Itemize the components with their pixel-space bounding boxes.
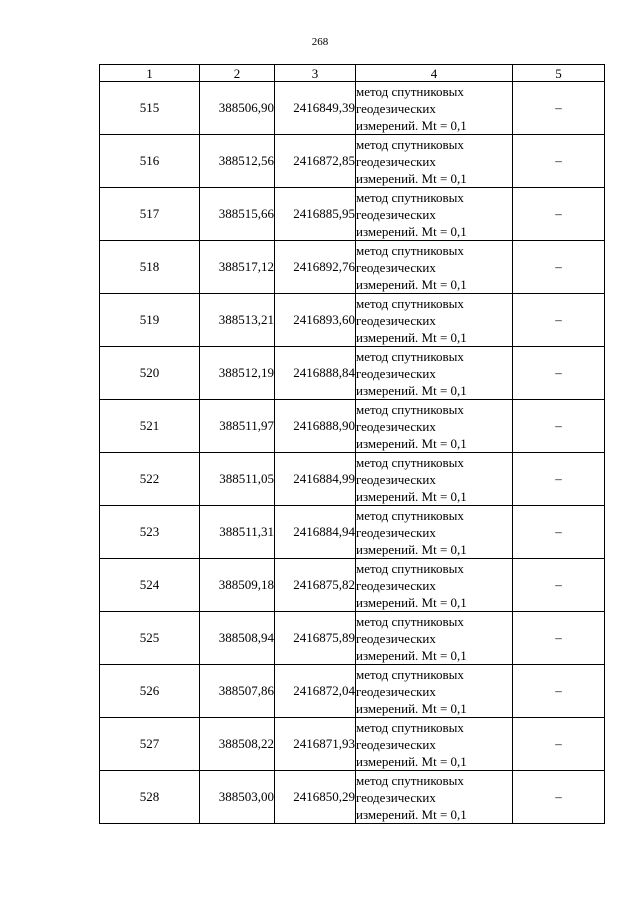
table-row [100,135,605,188]
method-cell [356,559,513,612]
x-coordinate-cell: 388512,56 [200,135,275,188]
method-line: геодезических [356,259,436,275]
method-line: метод спутниковых [356,83,464,99]
method-line: метод спутниковых [356,507,464,523]
table-row [100,506,605,559]
method-line: метод спутниковых [356,295,464,311]
coordinates-table [99,64,605,824]
point-number-cell: 516 [100,135,200,188]
method-line: измерений. Mt = 0,1 [356,594,467,610]
x-coordinate-cell: 388507,86 [200,665,275,718]
error-cell: – [513,241,605,294]
y-coordinate-cell: 2416892,76 [275,241,356,294]
method-line: метод спутниковых [356,136,464,152]
error-cell: – [513,453,605,506]
method-cell [356,665,513,718]
error-cell: – [513,665,605,718]
method-line: измерений. Mt = 0,1 [356,541,467,557]
method-line: геодезических [356,206,436,222]
x-coordinate-cell: 388511,05 [200,453,275,506]
y-coordinate-cell: 2416872,85 [275,135,356,188]
method-line: метод спутниковых [356,719,464,735]
point-number-cell: 515 [100,82,200,135]
method-cell [356,188,513,241]
error-cell: – [513,294,605,347]
method-line: геодезических [356,789,436,805]
y-coordinate-cell: 2416850,29 [275,771,356,824]
table-row [100,665,605,718]
table-row [100,347,605,400]
method-cell [356,294,513,347]
method-line: геодезических [356,683,436,699]
method-line: измерений. Mt = 0,1 [356,223,467,239]
method-line: метод спутниковых [356,242,464,258]
method-cell [356,241,513,294]
point-number-cell: 519 [100,294,200,347]
page-number: 268 [311,36,329,48]
x-coordinate-cell: 388515,66 [200,188,275,241]
point-number-cell: 517 [100,188,200,241]
y-coordinate-cell: 2416849,39 [275,82,356,135]
method-line: метод спутниковых [356,454,464,470]
method-line: измерений. Mt = 0,1 [356,170,467,186]
x-coordinate-cell: 388511,31 [200,506,275,559]
y-coordinate-cell: 2416872,04 [275,665,356,718]
method-line: метод спутниковых [356,348,464,364]
x-coordinate-cell: 388513,21 [200,294,275,347]
x-coordinate-cell: 388517,12 [200,241,275,294]
table-row [100,771,605,824]
method-line: измерений. Mt = 0,1 [356,276,467,292]
method-line: геодезических [356,471,436,487]
point-number-cell: 526 [100,665,200,718]
table-body [100,82,605,824]
header-col-2: 2 [200,65,275,82]
method-cell [356,771,513,824]
header-col-3: 3 [275,65,356,82]
error-cell: – [513,135,605,188]
method-line: метод спутниковых [356,560,464,576]
y-coordinate-cell: 2416871,93 [275,718,356,771]
method-line: метод спутниковых [356,772,464,788]
x-coordinate-cell: 388508,94 [200,612,275,665]
point-number-cell: 522 [100,453,200,506]
method-line: геодезических [356,736,436,752]
header-col-5: 5 [513,65,605,82]
method-cell [356,347,513,400]
point-number-cell: 524 [100,559,200,612]
error-cell: – [513,188,605,241]
method-line: измерений. Mt = 0,1 [356,382,467,398]
error-cell: – [513,506,605,559]
header-col-4: 4 [356,65,513,82]
error-cell: – [513,559,605,612]
y-coordinate-cell: 2416888,84 [275,347,356,400]
table-row [100,294,605,347]
table-row [100,188,605,241]
point-number-cell: 521 [100,400,200,453]
header-col-1: 1 [100,65,200,82]
method-line: метод спутниковых [356,189,464,205]
point-number-cell: 518 [100,241,200,294]
y-coordinate-cell: 2416884,94 [275,506,356,559]
error-cell: – [513,82,605,135]
method-line: измерений. Mt = 0,1 [356,329,467,345]
method-cell [356,506,513,559]
method-line: метод спутниковых [356,666,464,682]
header-row [100,65,605,82]
table-row [100,453,605,506]
method-line: геодезических [356,630,436,646]
method-line: измерений. Mt = 0,1 [356,753,467,769]
method-line: геодезических [356,100,436,116]
error-cell: – [513,612,605,665]
table-row [100,400,605,453]
point-number-cell: 525 [100,612,200,665]
point-number-cell: 527 [100,718,200,771]
method-line: измерений. Mt = 0,1 [356,806,467,822]
method-line: измерений. Mt = 0,1 [356,700,467,716]
y-coordinate-cell: 2416875,89 [275,612,356,665]
x-coordinate-cell: 388512,19 [200,347,275,400]
method-line: геодезических [356,418,436,434]
method-line: геодезических [356,365,436,381]
table-row [100,612,605,665]
x-coordinate-cell: 388511,97 [200,400,275,453]
table-row [100,241,605,294]
error-cell: – [513,347,605,400]
y-coordinate-cell: 2416885,95 [275,188,356,241]
y-coordinate-cell: 2416888,90 [275,400,356,453]
table-row [100,82,605,135]
y-coordinate-cell: 2416893,60 [275,294,356,347]
method-cell [356,82,513,135]
x-coordinate-cell: 388509,18 [200,559,275,612]
method-line: геодезических [356,153,436,169]
x-coordinate-cell: 388503,00 [200,771,275,824]
y-coordinate-cell: 2416875,82 [275,559,356,612]
method-line: геодезических [356,577,436,593]
method-cell [356,135,513,188]
point-number-cell: 520 [100,347,200,400]
error-cell: – [513,771,605,824]
x-coordinate-cell: 388506,90 [200,82,275,135]
error-cell: – [513,400,605,453]
method-line: измерений. Mt = 0,1 [356,117,467,133]
table-header [100,65,605,82]
table-row [100,559,605,612]
method-cell [356,453,513,506]
point-number-cell: 528 [100,771,200,824]
method-line: измерений. Mt = 0,1 [356,647,467,663]
method-line: измерений. Mt = 0,1 [356,488,467,504]
y-coordinate-cell: 2416884,99 [275,453,356,506]
x-coordinate-cell: 388508,22 [200,718,275,771]
error-cell: – [513,718,605,771]
method-line: геодезических [356,312,436,328]
method-cell [356,612,513,665]
method-cell [356,718,513,771]
method-line: измерений. Mt = 0,1 [356,435,467,451]
method-line: геодезических [356,524,436,540]
method-line: метод спутниковых [356,401,464,417]
point-number-cell: 523 [100,506,200,559]
method-line: метод спутниковых [356,613,464,629]
method-cell [356,400,513,453]
table-row [100,718,605,771]
